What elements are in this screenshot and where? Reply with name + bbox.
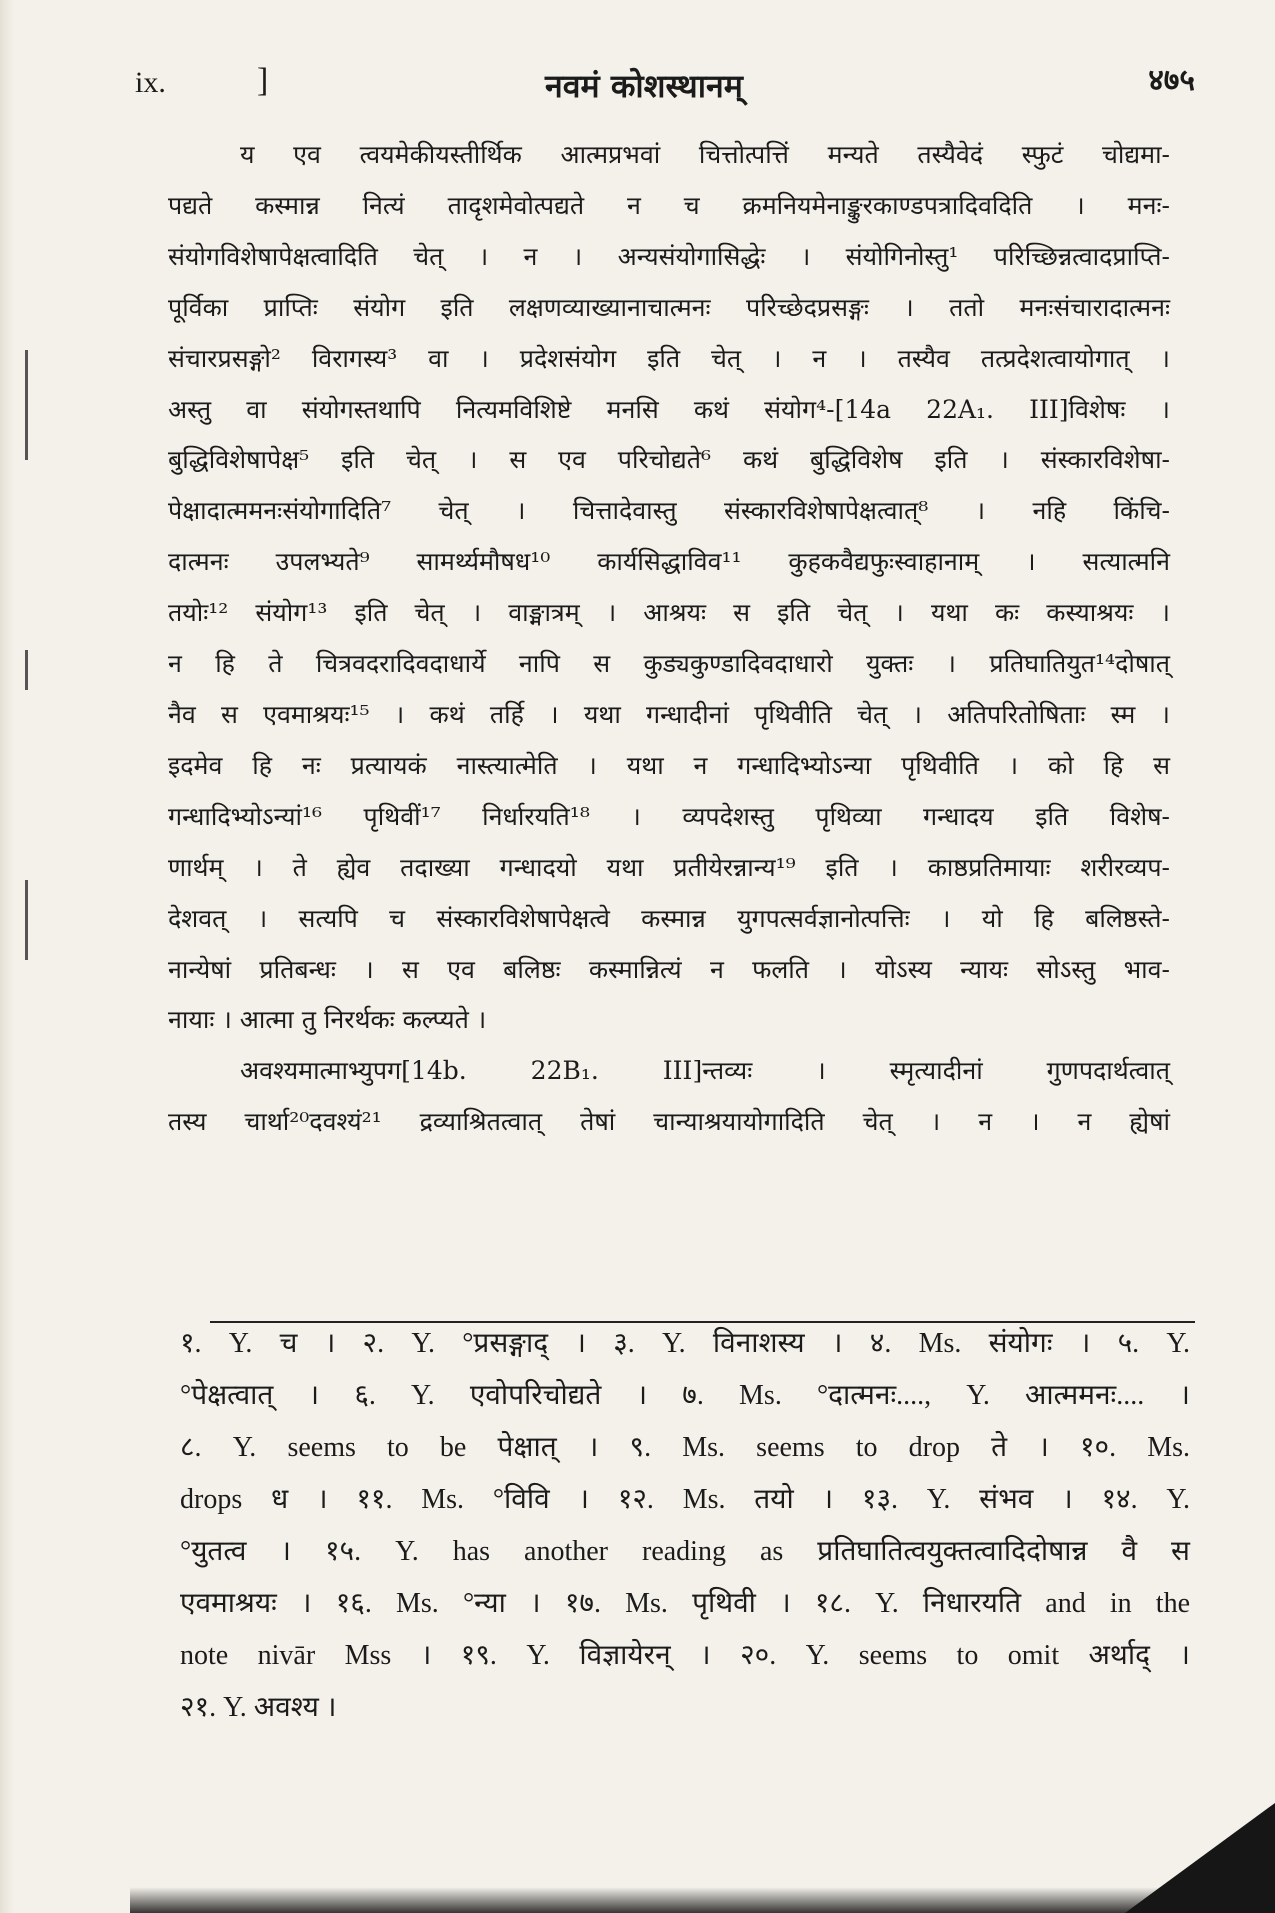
page-edge-shadow [0, 0, 14, 1913]
footnote-line: note nivār Mss । १९. Y. विज्ञायेरन् । २०. Y. seems to omit अर्थाद् । [180, 1640, 1190, 1671]
margin-mark [25, 650, 28, 690]
footnote-line: १. Y. च । २. Y. °प्रसङ्गाद् । ३. Y. विनाशस्य । ४. Ms. संयोगः । ५. Y. [180, 1328, 1190, 1359]
footnote-line: drops ध । ११. Ms. °विवि । १२. Ms. तयो । १३. Y. संभव । १४. Y. [180, 1484, 1190, 1515]
text-line: संयोगविशेषापेक्षत्वादिति चेत् । न । अन्यसंयोगासिद्धेः । संयोगिनोस्तु¹ परिच्छिन्नत्वादप्राप्ति- [168, 241, 1170, 271]
text-line: पद्यते कस्मान्न नित्यं तादृशमेवोत्पद्यते न च क्रमनियमेनाङ्कुरकाण्डपत्रादिवदिति । मनः- [168, 190, 1170, 220]
footnote-line: एवमाश्रयः । १६. Ms. °न्या । १७. Ms. पृथिवी । १८. Y. निधारयति and in the [180, 1588, 1190, 1619]
main-text [168, 130, 1170, 1148]
footnote-line: २१. Y. अवश्य । [180, 1692, 337, 1723]
footnote-line: °पेक्षत्वात् । ६. Y. एवोपरिचोद्यते । ७. Ms. °दात्मनः...., Y. आत्ममनः.... । [180, 1380, 1190, 1411]
text-line: बुद्धिविशेषापेक्ष⁵ इति चेत् । स एव परिचोद्यते⁶ कथं बुद्धिविशेष इति । संस्कारविशेषा- [168, 445, 1170, 475]
page-bottom-shadow [130, 1887, 1275, 1913]
page-number: ४७५ [1148, 63, 1195, 98]
text-line: पूर्विका प्राप्तिः संयोग इति लक्षणव्याख्यानाचात्मनः परिच्छेदप्रसङ्गः । ततो मनःसंचारादात्मनः [168, 292, 1170, 322]
text-line: अस्तु वा संयोगस्तथापि नित्यमविशिष्टे मनसि कथं संयोग⁴-[14a 22A₁. III]विशेषः । [168, 394, 1170, 424]
text-line: य एव त्वयमेकीयस्तीर्थिक आत्मप्रभवां चित्तोत्पत्तिं मन्यते तस्यैवेदं स्फुटं चोद्यमा- [240, 140, 1170, 169]
margin-mark [25, 350, 28, 460]
text-line: संचारप्रसङ्गो² विरागस्य³ वा । प्रदेशसंयोग इति चेत् । न । तस्यैव तत्प्रदेशत्वायोगात् । [168, 343, 1170, 373]
chapter-number: ix. [135, 66, 166, 99]
text-line: पेक्षादात्ममनःसंयोगादिति⁷ चेत् । चित्तादेवास्तु संस्कारविशेषापेक्षत्वात्⁸ । नहि किंचि- [168, 496, 1170, 526]
running-title: नवमं कोशस्थानम् [545, 67, 743, 105]
margin-mark [25, 880, 28, 960]
header-bracket: ] [257, 62, 269, 99]
text-line: तयोः¹² संयोग¹³ इति चेत् । वाङ्मात्रम् । आश्रयः स इति चेत् । यथा कः कस्याश्रयः । [168, 598, 1170, 628]
footnotes [180, 1318, 1190, 1734]
page-header [135, 58, 1195, 108]
text-line: णार्थम् । ते ह्येव तदाख्या गन्धादयो यथा प्रतीयेरन्नान्य¹⁹ इति । काष्ठप्रतिमायाः शरीरव्यप- [168, 852, 1170, 882]
text-line: गन्धादिभ्योऽन्यां¹⁶ पृथिवीं¹⁷ निर्धारयति¹⁸ । व्यपदेशस्तु पृथिव्या गन्धादय इति विशेष- [168, 801, 1170, 831]
text-line: अवश्यमात्माभ्युपग[14b. 22B₁. III]न्तव्यः । स्मृत्यादीनां गुणपदार्थत्वात् [240, 1056, 1170, 1086]
text-line: नायाः । आत्मा तु निरर्थकः कल्प्यते । [168, 1005, 487, 1035]
footnote-line: ८. Y. seems to be पेक्षात् । ९. Ms. seems to drop ते । १०. Ms. [180, 1432, 1190, 1463]
text-line: नान्येषां प्रतिबन्धः । स एव बलिष्ठः कस्मान्नित्यं न फलति । योऽस्य न्यायः सोऽस्तु भाव- [168, 954, 1170, 984]
text-line: देशवत् । सत्यपि च संस्कारविशेषापेक्षत्वे कस्मान्न युगपत्सर्वज्ञानोत्पत्तिः । यो हि बलिष्ठस्ते- [168, 903, 1170, 933]
text-line: नैव स एवमाश्रयः¹⁵ । कथं तर्हि । यथा गन्धादीनां पृथिवीति चेत् । अतिपरितोषिताः स्म । [168, 699, 1170, 729]
footnote-line: °युतत्व । १५. Y. has another reading as प्रतिघातित्वयुक्तत्वादिदोषान्न वै स [180, 1536, 1190, 1567]
page-corner-shadow [1125, 1803, 1275, 1913]
text-line: न हि ते चित्रवदरादिवदाधार्ये नापि स कुड्यकुण्डादिवदाधारो युक्तः । प्रतिघातियुत¹⁴दोषात् [168, 649, 1170, 679]
text-line: इदमेव हि नः प्रत्यायकं नास्त्यात्मेति । यथा न गन्धादिभ्योऽन्या पृथिवीति । को हि स [168, 750, 1170, 780]
text-line: तस्य चार्था²⁰दवश्यं²¹ द्रव्याश्रितत्वात् तेषां चान्याश्रयायोगादिति चेत् । न । न ह्येषां [168, 1107, 1170, 1137]
text-line: दात्मनः उपलभ्यते⁹ सामर्थ्यमौषध¹⁰ कार्यसिद्धाविव¹¹ कुहकवैद्यफुःस्वाहानाम् । सत्यात्मनि [168, 547, 1170, 577]
